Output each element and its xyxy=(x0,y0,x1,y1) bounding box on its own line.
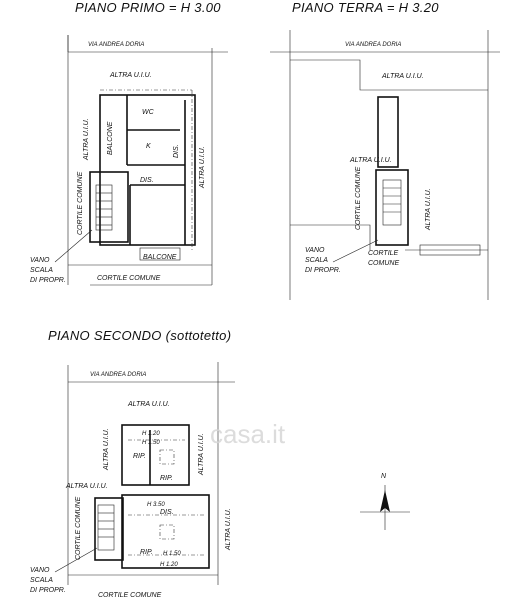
altra-uiu-label: ALTRA U.I.U. xyxy=(225,508,232,550)
plan-piano-primo xyxy=(30,35,228,285)
room-label-rip: RIP. xyxy=(133,453,146,460)
altra-uiu-label: ALTRA U.I.U. xyxy=(382,73,424,80)
cortile-comune-label: CORTILE COMUNE xyxy=(77,171,84,235)
vano-scala-label: VANO xyxy=(305,247,325,254)
vano-scala-label: VANO xyxy=(30,567,50,574)
cortile-comune-label: COMUNE xyxy=(368,260,400,267)
vano-scala-label: DI PROPR. xyxy=(30,277,66,284)
height-label: H 1.50 xyxy=(142,440,160,446)
title-piano-primo: PIANO PRIMO = H 3.00 xyxy=(75,0,221,15)
title-piano-terra: PIANO TERRA = H 3.20 xyxy=(292,0,439,15)
street-label: VIA ANDREA DORIA xyxy=(88,42,145,48)
vano-scala-label: SCALA xyxy=(30,577,53,584)
room-label-rip: RIP. xyxy=(160,475,173,482)
street-label: VIA ANDREA DORIA xyxy=(90,372,147,378)
room-label-dis-vertical: DIS. xyxy=(173,144,180,158)
cortile-comune-label: CORTILE xyxy=(368,250,399,257)
balcone-label: BALCONE xyxy=(143,254,177,261)
vano-scala-label: SCALA xyxy=(30,267,53,274)
altra-uiu-label: ALTRA U.I.U. xyxy=(66,483,108,490)
title-piano-secondo: PIANO SECONDO (sottotetto) xyxy=(48,328,232,343)
height-label: H 3.50 xyxy=(147,502,165,508)
room-label-balcone: BALCONE xyxy=(107,121,114,155)
altra-uiu-label: ALTRA U.I.U. xyxy=(103,428,110,470)
vano-scala-label: SCALA xyxy=(305,257,328,264)
room-label-dis: DIS. xyxy=(160,509,174,516)
height-label: H 1.20 xyxy=(142,431,160,437)
plan-piano-secondo xyxy=(30,362,235,599)
altra-uiu-label: ALTRA U.I.U. xyxy=(425,188,432,230)
altra-uiu-label: ALTRA U.I.U. xyxy=(198,433,205,475)
height-label: H 1.20 xyxy=(160,562,178,568)
altra-uiu-label: ALTRA U.I.U. xyxy=(128,401,170,408)
street-label: VIA ANDREA DORIA xyxy=(345,42,402,48)
cortile-comune-label: CORTILE COMUNE xyxy=(97,275,161,282)
plan-piano-terra xyxy=(270,30,500,300)
vano-scala-label: VANO xyxy=(30,257,50,264)
altra-uiu-label: ALTRA U.I.U. xyxy=(199,146,206,188)
height-label: H 1.50 xyxy=(163,551,181,557)
vano-scala-label: DI PROPR. xyxy=(30,587,66,594)
vano-scala-label: DI PROPR. xyxy=(305,267,341,274)
altra-uiu-label: ALTRA U.I.U. xyxy=(350,157,392,164)
altra-uiu-label: ALTRA U.I.U. xyxy=(83,118,90,160)
room-label-rip: RIP. xyxy=(140,549,153,556)
north-label: N xyxy=(381,473,387,480)
watermark-logo: casa.it xyxy=(210,419,286,449)
room-label-wc: WC xyxy=(142,109,154,116)
cortile-comune-label: CORTILE COMUNE xyxy=(98,592,162,599)
altra-uiu-label: ALTRA U.I.U. xyxy=(110,72,152,79)
cortile-comune-label: CORTILE COMUNE xyxy=(75,496,82,560)
room-label-dis: DIS. xyxy=(140,177,154,184)
cortile-comune-label: CORTILE COMUNE xyxy=(355,166,362,230)
room-label-k: K xyxy=(146,143,151,150)
north-arrow-icon xyxy=(360,473,410,530)
